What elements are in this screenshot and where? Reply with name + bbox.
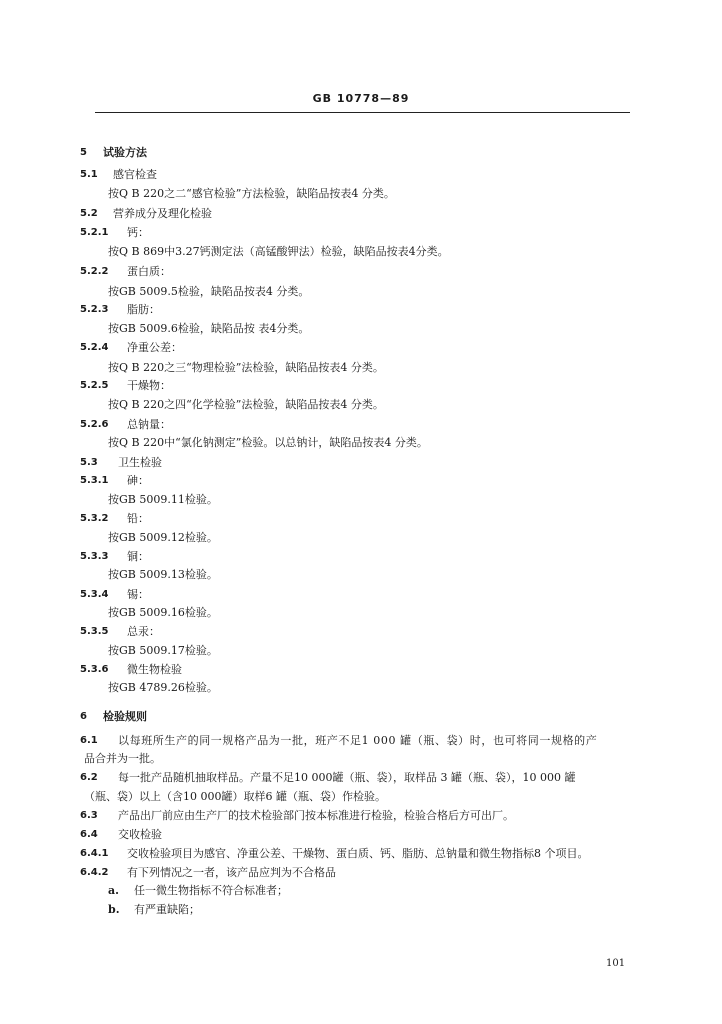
clause-number: 6.4.2 (80, 867, 109, 878)
clause-text: 按Q B 869中3.27钙测定法（高锰酸钾法）检验，缺陷品按表4分类。 (108, 245, 449, 258)
clause-title: 微生物检验 (127, 663, 182, 676)
clause-number: 5.3.5 (80, 626, 109, 637)
clause-title: 蛋白质： (127, 265, 171, 278)
clause-text: 按GB 5009.16检验。 (108, 606, 218, 619)
clause-title: 铅： (127, 512, 149, 525)
clause-number: 6.4.1 (80, 848, 109, 859)
page-number: 101 (606, 958, 626, 969)
clause-number: 5.2.2 (80, 266, 109, 277)
clause-title: 营养成分及理化检验 (113, 207, 212, 220)
clause-number: 5.2.1 (80, 227, 109, 238)
section-heading: 试验方法 (103, 146, 147, 159)
clause-text: 交收检验项目为感官、净重公差、干燥物、蛋白质、钙、脂肪、总钠量和微生物指标8 个项目。 (127, 847, 589, 860)
clause-text: 按GB 5009.5检验，缺陷品按表4 分类。 (108, 285, 310, 298)
clause-number: 5.3.4 (80, 589, 109, 600)
clause-number: 6.3 (80, 810, 98, 821)
clause-title: 铜： (127, 550, 149, 563)
clause-number: 5.3.3 (80, 551, 109, 562)
list-marker: b. (108, 903, 120, 916)
header-rule (95, 112, 630, 113)
clause-title: 卫生检验 (118, 456, 162, 469)
clause-title: 干燥物： (127, 379, 171, 392)
clause-text: 按Q B 220之四“化学检验”法检验，缺陷品按表4 分类。 (108, 398, 384, 411)
clause-title: 钙： (127, 226, 149, 239)
clause-text: 按GB 5009.12检验。 (108, 531, 218, 544)
page-header: GB 10778—89 (312, 92, 410, 105)
clause-number: 6.1 (80, 735, 98, 746)
clause-number: 5.1 (80, 169, 98, 180)
list-marker: a. (108, 884, 119, 897)
clause-number: 5.2.5 (80, 380, 109, 391)
clause-text: 按GB 5009.6检验，缺陷品按 表4分类。 (108, 322, 310, 335)
clause-text: 按Q B 220中“氯化钠测定”检验。以总钠计，缺陷品按表4 分类。 (108, 436, 428, 449)
clause-number: 5.3 (80, 457, 98, 468)
clause-text: 以每班所生产的同一规格产品为一批，班产不足1 000 罐（瓶、袋）时，也可将同一规格的产 (118, 734, 598, 747)
clause-title: 总汞： (127, 625, 160, 638)
clause-number: 5.2.6 (80, 419, 109, 430)
section-heading: 检验规则 (103, 710, 147, 723)
clause-number: 6.4 (80, 829, 98, 840)
clause-text-continued: 品合并为一批。 (84, 752, 161, 765)
clause-text: 按Q B 220之三“物理检验”法检验，缺陷品按表4 分类。 (108, 361, 384, 374)
clause-text: 按Q B 220之二“感官检验”方法检验，缺陷品按表4 分类。 (108, 187, 395, 200)
clause-number: 5.3.2 (80, 513, 109, 524)
clause-text: 按GB 4789.26检验。 (108, 681, 218, 694)
list-item: 任一微生物指标不符合标准者； (134, 884, 288, 897)
clause-text: 按GB 5009.13检验。 (108, 568, 218, 581)
clause-number: 5.3.1 (80, 475, 109, 486)
clause-number: 5.2.3 (80, 304, 109, 315)
section-number: 5 (80, 147, 87, 158)
section-number: 6 (80, 711, 87, 722)
clause-text-continued: （瓶、袋）以上（含10 000罐）取样6 罐（瓶、袋）作检验。 (84, 790, 386, 803)
clause-title: 砷： (127, 474, 149, 487)
clause-title: 交收检验 (118, 828, 162, 841)
clause-number: 5.2.4 (80, 342, 109, 353)
clause-title: 总钠量： (127, 418, 171, 431)
clause-text: 有下列情况之一者，该产品应判为不合格品 (127, 866, 336, 879)
clause-text: 按GB 5009.17检验。 (108, 644, 218, 657)
clause-text: 每一批产品随机抽取样品。产量不足10 000罐（瓶、袋），取样品 3 罐（瓶、袋），10 000 罐 (118, 771, 576, 784)
clause-title: 脂肪： (127, 303, 160, 316)
clause-number: 5.3.6 (80, 664, 109, 675)
clause-title: 感官检查 (113, 168, 157, 181)
clause-number: 6.2 (80, 772, 98, 783)
clause-title: 净重公差： (127, 341, 182, 354)
clause-number: 5.2 (80, 208, 98, 219)
clause-text: 按GB 5009.11检验。 (108, 493, 218, 506)
clause-title: 锡： (127, 588, 149, 601)
clause-text: 产品出厂前应由生产厂的技术检验部门按本标准进行检验，检验合格后方可出厂。 (118, 809, 514, 822)
list-item: 有严重缺陷； (134, 903, 200, 916)
